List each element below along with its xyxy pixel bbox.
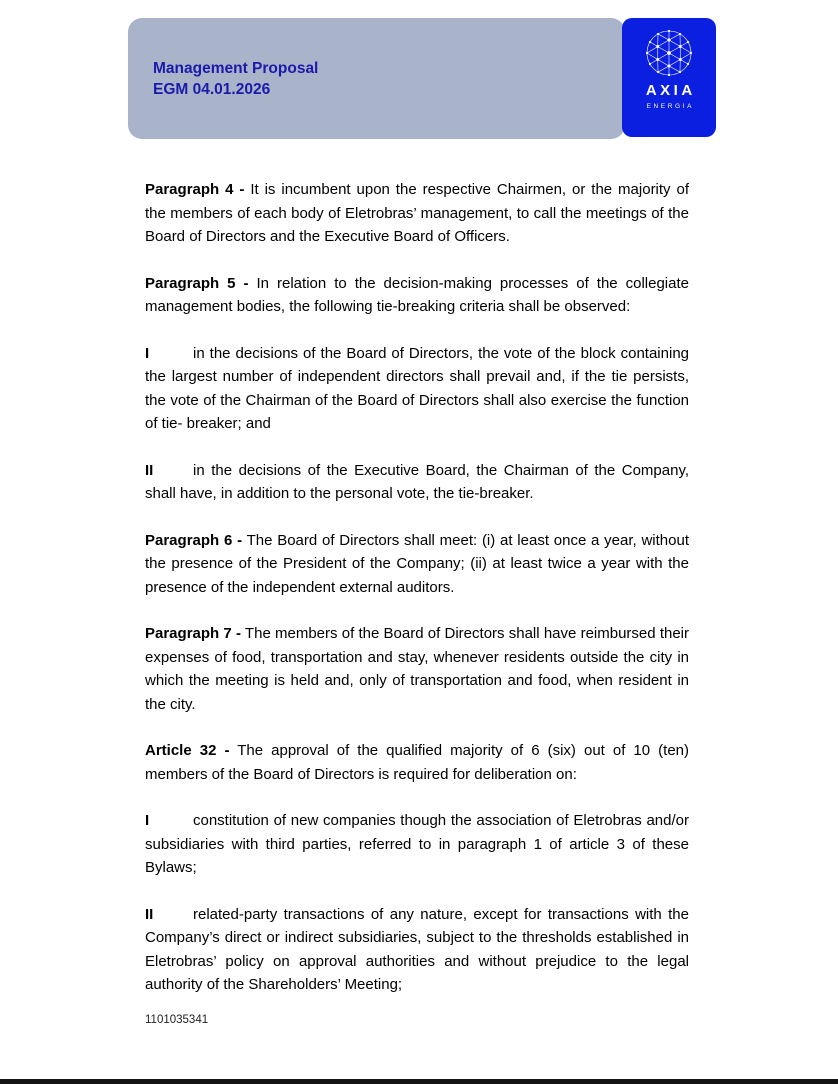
paragraph-text: It is incumbent upon the respective Chairmen, or the majority of the members of each body of Eletrobras’ management, to call the meetings of the Board of Directors and the Executive Board of Officers. [145,181,690,245]
paragraph-text: constitution of new companies though the association of Eletrobras and/or subsidiaries with third parties, referred to in paragraph 1 of article 3 of these Bylaws; [145,812,689,876]
header-title-line1: Management Proposal [153,60,319,77]
footer-doc-number: 1101035341 [145,1014,209,1026]
paragraph [145,178,689,249]
geodesic-sphere-icon [643,27,695,79]
page-bottom-edge [0,1079,838,1084]
paragraph [145,459,689,506]
paragraph-lead: I [145,344,150,362]
paragraph-lead: Paragraph 7 - [145,625,241,642]
logo-subbrand-text: ENERGIA [646,103,695,110]
document-body [145,178,689,1020]
paragraph [145,739,689,786]
header-title-line2: EGM 04.01.2026 [153,81,271,98]
axia-logo [622,18,716,137]
paragraph [145,622,689,716]
paragraph-lead: Paragraph 4 - [145,181,245,198]
header-title [153,58,318,100]
paragraph-text: The approval of the qualified majority of 6 (six) out of 10 (ten) members of the Board of Directors is required for deliberation on: [145,742,689,783]
paragraph-text: in the decisions of the Board of Directors, the vote of the block containing the largest number of independent directors shall prevail and, if the tie persists, the vote of the Chairman of the Board of Directors shall also exercise the function of tie- breaker; and [145,344,689,432]
header-banner [128,18,625,139]
paragraph-text: related-party transactions of any nature, except for transactions with the Company’s direct or indirect subsidiaries, subject to the thresholds established in Eletrobras’ policy on approval authorities and without prejudice to the legal authority of the Shareholders’ Meeting; [145,905,689,993]
paragraph-text: The Board of Directors shall meet: (i) at least once a year, without the presence of the President of the Company; (ii) at least twice a year with the presence of the independent external auditors. [145,531,689,596]
paragraph-text: In relation to the decision-making processes of the collegiate management bodies, the following tie-breaking criteria shall be observed: [145,274,689,315]
paragraph [145,272,689,319]
paragraph [145,529,689,600]
paragraph-text: in the decisions of the Executive Board, the Chairman of the Company, shall have, in addition to the personal vote, the tie-breaker. [145,461,689,502]
logo-brand-text: AXIA [645,82,696,99]
paragraph-lead: Paragraph 5 - [145,274,249,292]
paragraph-lead: II [145,905,154,923]
paragraph-lead: I [145,812,150,829]
paragraph-lead: II [145,461,154,479]
paragraph [145,903,689,997]
paragraph-lead: Paragraph 6 - [145,531,243,549]
paragraph-lead: Article 32 - [145,742,230,759]
paragraph-text: The members of the Board of Directors shall have reimbursed their expenses of food, transportation and stay, whenever residents outside the city in which the meeting is held and, only of transportation and food, when resident in the city. [145,625,690,713]
paragraph [145,809,689,880]
paragraph [145,342,689,436]
